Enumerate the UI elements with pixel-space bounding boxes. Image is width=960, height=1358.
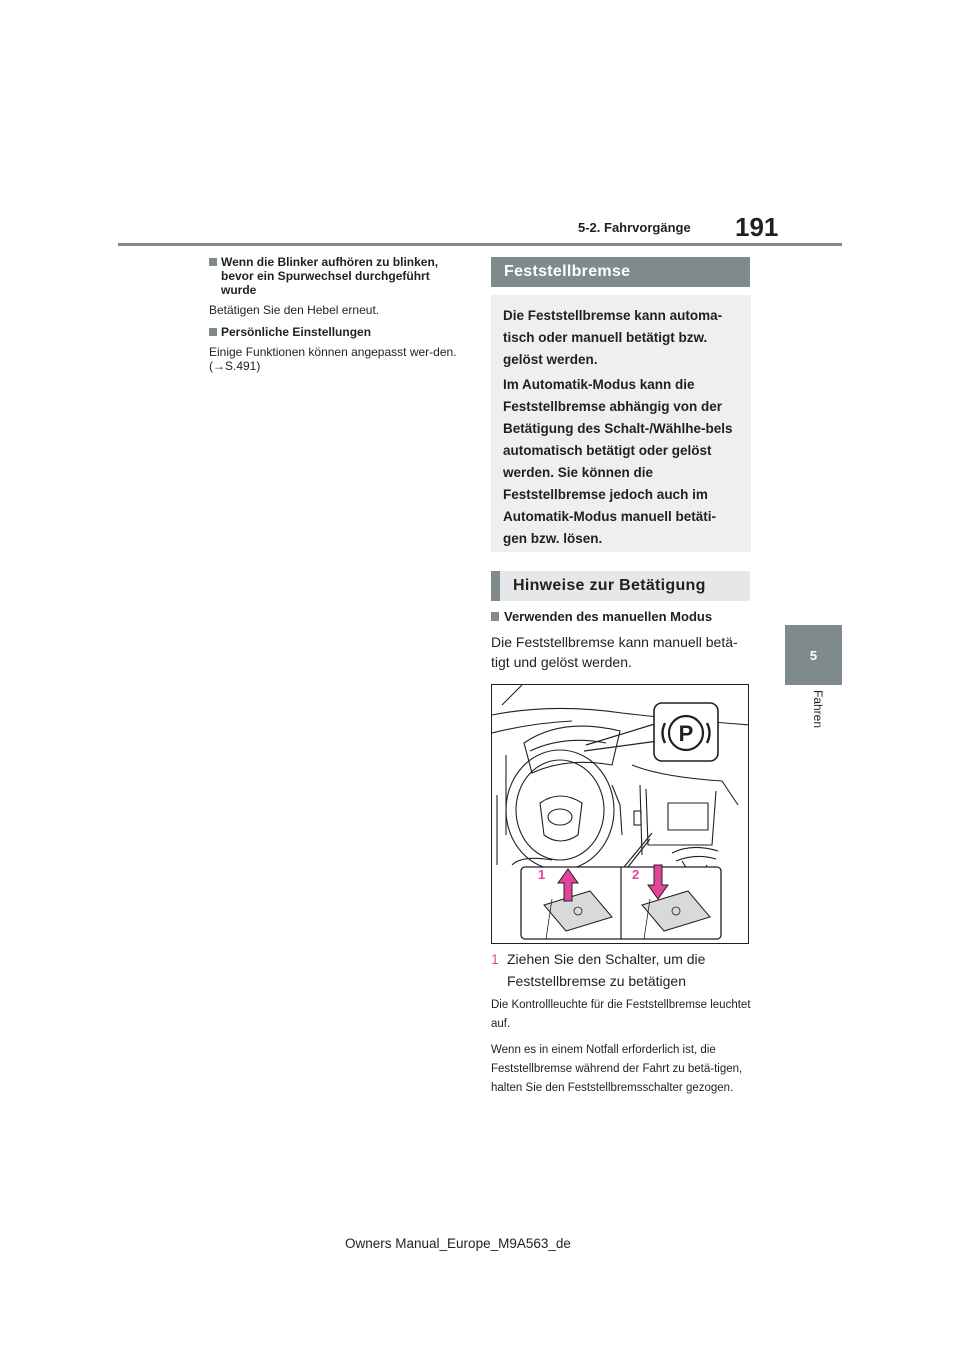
page-number: 191 xyxy=(735,212,779,242)
intro-paragraph-1: Die Feststellbremse kann automa-tisch oder manuell betätigt bzw. gelöst werden. xyxy=(503,308,723,367)
intro-box xyxy=(491,295,751,552)
chapter-number: 5 xyxy=(809,647,818,663)
step-number: 1 xyxy=(491,951,499,967)
step-text: Ziehen Sie den Schalter, um die Feststellbremse zu betätigen xyxy=(507,951,706,989)
chapter-tab xyxy=(785,625,842,685)
intro-paragraph-2: Im Automatik-Modus kann die Feststellbremse abhängig von der Betätigung des Schalt-/Wählhe-bels automatisch betätigt oder gelöst werden. Sie können die Feststellbremse jedoch auch im Automatik-Modus manuell betäti-gen bzw. lösen. xyxy=(503,377,733,546)
subsection-title: Hinweise zur Betätigung xyxy=(491,571,750,601)
blinker-heading: Wenn die Blinker aufhören zu blinken, bevor ein Spurwechsel durchgeführt wurde xyxy=(209,255,464,297)
header-divider xyxy=(118,243,842,246)
left-column xyxy=(209,255,464,381)
personal-settings-text: Einige Funktionen können angepasst wer-den. (→S.491) xyxy=(209,345,457,373)
manual-mode-block xyxy=(491,609,753,672)
step-1 xyxy=(491,948,753,992)
footer-text: Owners Manual_Europe_M9A563_de xyxy=(345,1236,571,1251)
section-title: Feststellbremse xyxy=(491,257,750,287)
manual-mode-text: Die Feststellbremse kann manuell betä-tigt und gelöst werden. xyxy=(491,634,738,670)
parking-brake-symbol: P xyxy=(678,721,694,746)
callout-2: 2 xyxy=(632,867,640,882)
manual-mode-heading: Verwenden des manuellen Modus xyxy=(491,609,753,625)
note-1: Die Kontrollleuchte für die Feststellbremse leuchtet auf. xyxy=(491,999,751,1030)
blinker-text: Betätigen Sie den Hebel erneut. xyxy=(209,303,380,317)
personal-settings-heading: Persönliche Einstellungen xyxy=(209,325,464,339)
callout-1: 1 xyxy=(538,867,546,882)
note-2: Wenn es in einem Notfall erforderlich ist, die Feststellbremse während der Fahrt zu betä-tigen, halten Sie den Feststellbremsschalter gezogen. xyxy=(491,1044,743,1094)
parking-brake-illustration xyxy=(491,684,749,944)
section-header: 5-2. Fahrvorgänge xyxy=(578,220,691,235)
dashboard-drawing xyxy=(492,685,749,944)
notes-block xyxy=(491,996,753,1105)
chapter-label: Fahren xyxy=(811,690,825,729)
